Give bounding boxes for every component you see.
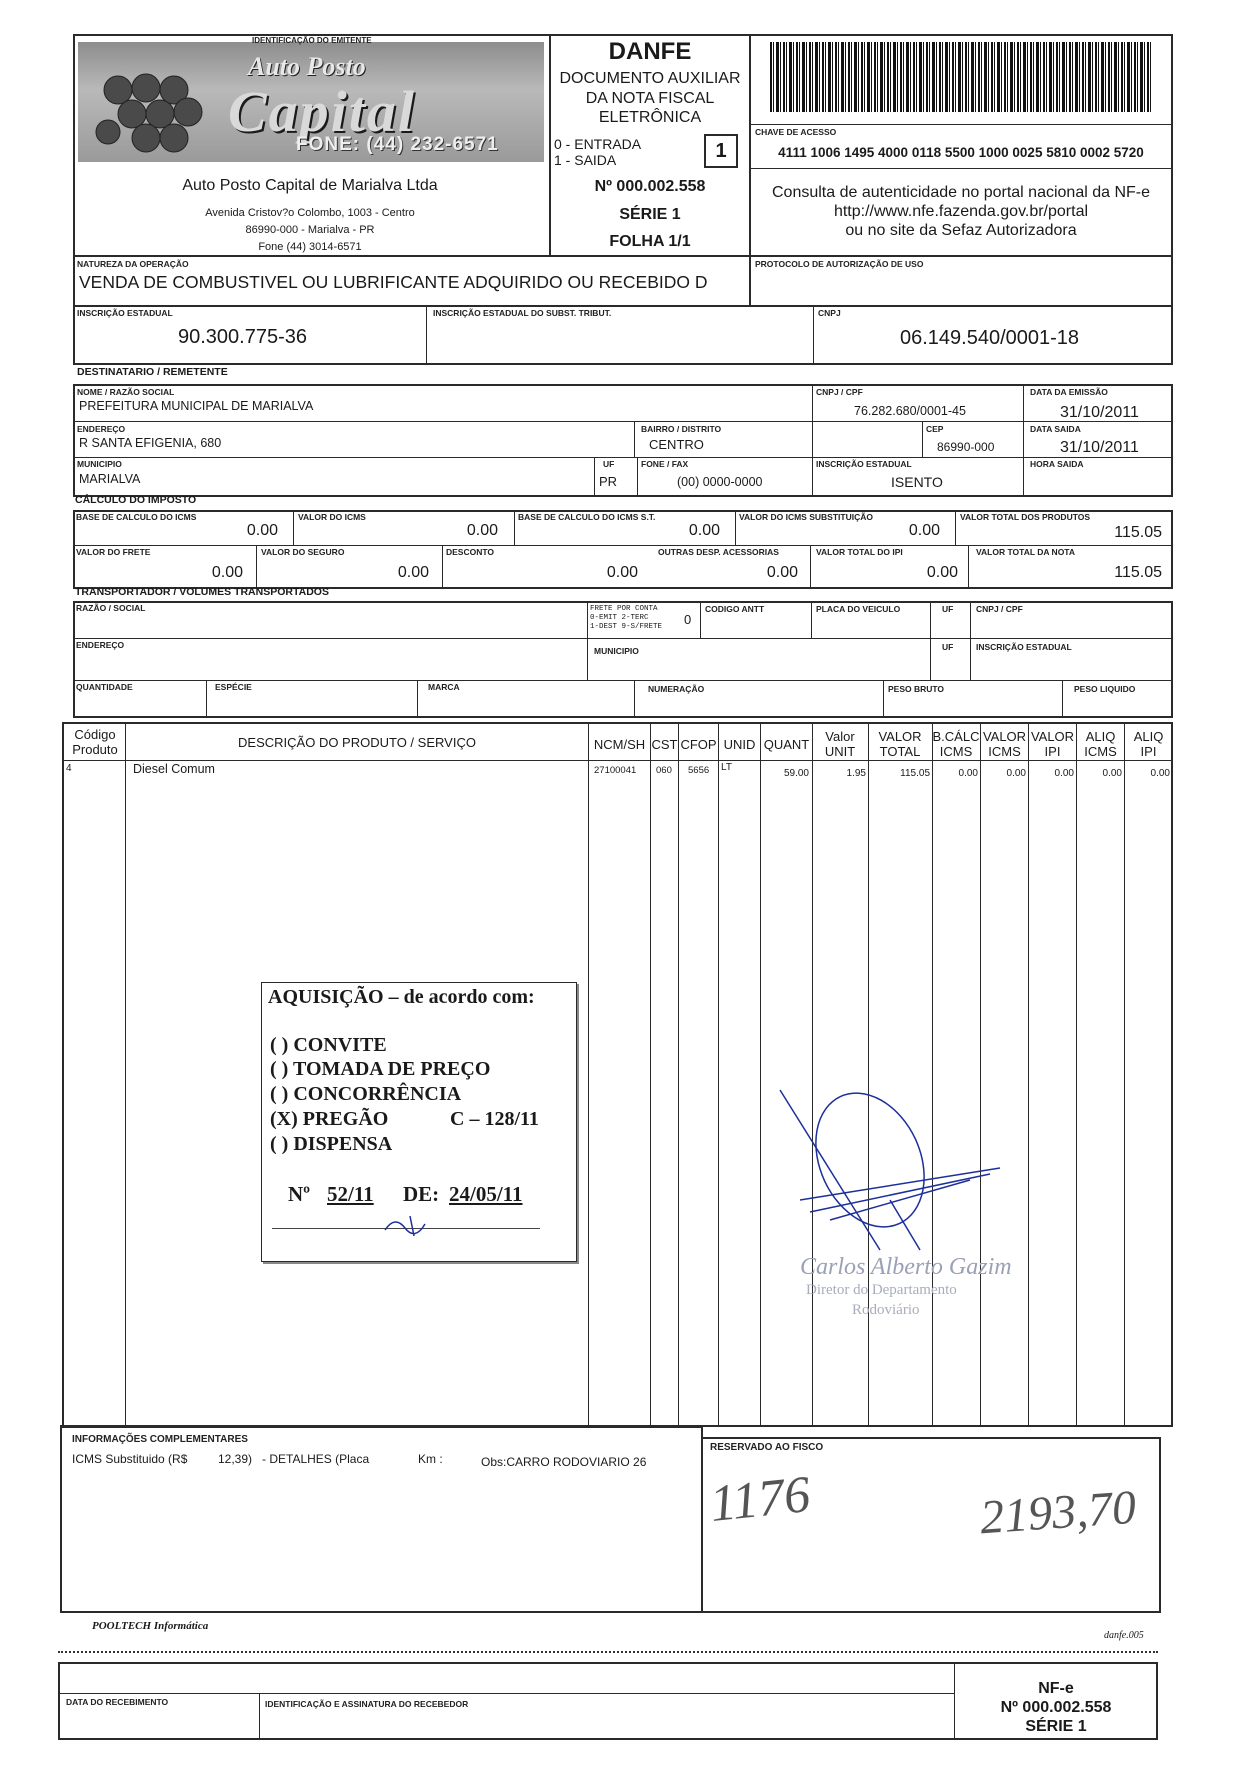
dest-emissao-label: DATA DA EMISSÃO <box>1030 387 1108 397</box>
stamp-opt1: ( ) CONVITE <box>270 1034 387 1056</box>
stamp-num-value: 52/11 <box>327 1182 374 1206</box>
chave-value: 4111 1006 1495 4000 0118 5500 1000 0025 5810 0002 5720 <box>778 145 1144 160</box>
ipi-label: VALOR TOTAL DO IPI <box>816 547 903 557</box>
outras-label: OUTRAS DESP. ACESSORIAS <box>658 547 779 557</box>
dest-municipio: MARIALVA <box>79 472 141 486</box>
th-bcalc: B.CÁLC ICMS <box>932 729 980 759</box>
barcode <box>770 42 1152 112</box>
danfe-serie: SÉRIE 1 <box>619 206 681 223</box>
emitente-section-label: IDENTIFICAÇÃO DO EMITENTE <box>252 36 372 45</box>
logo-line1: Auto Posto <box>248 52 366 81</box>
transp-numeracao-label: NUMERAÇÃO <box>648 684 705 694</box>
desconto-value: 0.00 <box>606 564 638 581</box>
bc-icms-st: 0.00 <box>688 522 720 539</box>
danfe-subtitle3: ELETRÔNICA <box>598 109 702 126</box>
th-vunit: Valor UNIT <box>824 729 856 759</box>
cell-vipi: 0.00 <box>1054 768 1074 779</box>
valor-icms: 0.00 <box>466 522 498 539</box>
th-descricao: DESCRIÇÃO DO PRODUTO / SERVIÇO <box>238 735 476 750</box>
recibo-data-label: DATA DO RECEBIMENTO <box>66 1697 169 1707</box>
danfe-subtitle2: DA NOTA FISCAL <box>585 90 715 107</box>
dest-ie-label: INSCRIÇÃO ESTADUAL <box>816 459 912 469</box>
dest-cep: 86990-000 <box>937 440 995 454</box>
stamp-date-label: DE: <box>403 1182 440 1206</box>
compl-text2: 12,39) <box>218 1452 253 1466</box>
outras-value: 0.00 <box>766 564 798 581</box>
dest-nome: PREFEITURA MUNICIPAL DE MARIALVA <box>79 399 314 413</box>
iest-label: INSCRIÇÃO ESTADUAL DO SUBST. TRIBUT. <box>433 308 612 318</box>
stamp-title: AQUISIÇÃO – de acordo com: <box>268 986 535 1008</box>
produtos-table <box>62 722 1173 1427</box>
grapes-icon <box>88 50 238 160</box>
total-nota: 115.05 <box>1114 564 1162 581</box>
cell-cst: 060 <box>656 765 672 776</box>
transp-ie-label: INSCRIÇÃO ESTADUAL <box>976 642 1072 652</box>
valor-icms-st: 0.00 <box>908 522 940 539</box>
natureza-label: NATUREZA DA OPERAÇÃO <box>77 259 189 269</box>
dest-cep-label: CEP <box>926 424 944 434</box>
fisco-label: RESERVADO AO FISCO <box>710 1442 824 1453</box>
emitente-name: Auto Posto Capital de Marialva Ltda <box>182 177 438 194</box>
emitente-logo <box>78 42 544 162</box>
logo-line2: Capital <box>228 79 417 144</box>
transp-frete-opts3: 1-DEST 9-S/FRETE <box>590 623 663 631</box>
fisco-hand2: 2193,70 <box>978 1480 1138 1545</box>
transportador-section: TRANSPORTADOR / VOLUMES TRANSPORTADOS <box>75 586 329 598</box>
total-produtos-label: VALOR TOTAL DOS PRODUTOS <box>960 512 1091 522</box>
dest-ie: ISENTO <box>891 474 943 490</box>
ie-value: 90.300.775-36 <box>178 326 308 348</box>
signature-title2: Rodoviário <box>852 1302 920 1318</box>
stamp-opt2: ( ) TOMADA DE PREÇO <box>270 1058 491 1080</box>
total-nota-label: VALOR TOTAL DA NOTA <box>976 547 1076 557</box>
recibo-numero: Nº 000.002.558 <box>1000 1699 1112 1716</box>
transp-cnpj-label: CNPJ / CPF <box>976 604 1023 614</box>
th-aipi: ALIQ IPI <box>1133 729 1164 759</box>
danfe-saida: 1 - SAIDA <box>554 152 617 168</box>
complementares-label: INFORMAÇÕES COMPLEMENTARES <box>72 1434 248 1445</box>
transp-frete-value: 0 <box>684 612 692 627</box>
dest-hora-label: HORA SAIDA <box>1030 459 1084 469</box>
bc-icms-st-label: BASE DE CALCULO DO ICMS S.T. <box>518 512 656 522</box>
stamp-date-value: 24/05/11 <box>449 1182 523 1206</box>
dest-emissao: 31/10/2011 <box>1060 404 1139 421</box>
transp-marca-label: MARCA <box>428 682 460 692</box>
transp-endereco-label: ENDEREÇO <box>76 640 125 650</box>
danfe-tipo-box <box>704 134 738 168</box>
cnpj-value: 06.149.540/0001-18 <box>900 327 1080 349</box>
dest-saida-label: DATA SAIDA <box>1030 424 1081 434</box>
dest-bairro-label: BAIRRO / DISTRITO <box>641 424 722 434</box>
danfe-version: danfe.005 <box>1104 1630 1144 1641</box>
dest-nome-label: NOME / RAZÃO SOCIAL <box>77 387 175 397</box>
compl-text5: Obs:CARRO RODOVIARIO 26 <box>481 1455 647 1469</box>
recibo-ident-label: IDENTIFICAÇÃO E ASSINATURA DO RECEBEDOR <box>265 1699 469 1709</box>
chave-consulta3: ou no site da Sefaz Autorizadora <box>845 222 1077 239</box>
signature-title1: Diretor do Departamento <box>806 1282 957 1298</box>
signature-name: Carlos Alberto Gazim <box>800 1254 1012 1280</box>
transp-frete-opts2: 0-EMIT 2-TERC <box>590 614 649 622</box>
chave-consulta1: Consulta de autenticidade no portal nacional da NF-e <box>771 184 1151 201</box>
compl-text3: - DETALHES (Placa <box>262 1452 370 1466</box>
transp-placa-label: PLACA DO VEICULO <box>816 604 901 614</box>
danfe-entrada: 0 - ENTRADA <box>554 136 642 152</box>
th-aicms: ALIQ ICMS <box>1084 729 1117 759</box>
frete-value: 0.00 <box>211 564 243 581</box>
compl-text1: ICMS Substituido (R$ <box>72 1452 188 1466</box>
cell-vicms: 0.00 <box>1006 768 1026 779</box>
th-vtotal: VALOR TOTAL <box>878 729 922 759</box>
emitente-address2: 86990-000 - Marialva - PR <box>245 224 375 236</box>
seguro-value: 0.00 <box>397 564 429 581</box>
dest-cnpj: 76.282.680/0001-45 <box>854 404 966 418</box>
bc-icms-label: BASE DE CALCULO DO ICMS <box>76 512 197 522</box>
th-cfop: CFOP <box>680 737 717 752</box>
danfe-subtitle1: DOCUMENTO AUXILIAR <box>559 70 741 87</box>
logo-phone: FONE: (44) 232-6571 <box>296 134 499 155</box>
cut-line <box>58 1651 1158 1653</box>
transp-antt-label: CODIGO ANTT <box>705 604 765 614</box>
cell-vtotal: 115.05 <box>900 768 930 779</box>
dest-saida: 31/10/2011 <box>1060 439 1139 456</box>
valor-icms-st-label: VALOR DO ICMS SUBSTITUIÇÃO <box>739 512 873 522</box>
transp-peso-liquido-label: PESO LIQUIDO <box>1074 684 1136 694</box>
transp-uf2-label: UF <box>942 642 954 652</box>
dest-uf-label: UF <box>603 459 615 469</box>
emitente-phone: Fone (44) 3014-6571 <box>258 241 362 253</box>
dest-fone-label: FONE / FAX <box>641 459 689 469</box>
cell-descricao: Diesel Comum <box>133 762 215 776</box>
bc-icms: 0.00 <box>246 522 278 539</box>
th-ncm: NCM/SH <box>593 737 646 752</box>
cnpj-label: CNPJ <box>818 308 841 318</box>
recibo-serie: SÉRIE 1 <box>1025 1718 1087 1735</box>
valor-icms-label: VALOR DO ICMS <box>298 512 366 522</box>
transp-frete-opts1: FRETE POR CONTA <box>590 605 658 613</box>
th-cst: CST <box>651 737 678 752</box>
desconto-label: DESCONTO <box>446 547 495 557</box>
stamp-initial-scribble <box>380 1210 440 1240</box>
cell-aicms: 0.00 <box>1102 768 1122 779</box>
cell-quant: 59.00 <box>783 768 809 779</box>
danfe-title: DANFE <box>608 38 692 65</box>
recibo-nfe: NF-e <box>1038 1680 1074 1697</box>
protocolo-label: PROTOCOLO DE AUTORIZAÇÃO DE USO <box>755 259 924 269</box>
ipi-value: 0.00 <box>926 564 958 581</box>
dest-endereco-label: ENDEREÇO <box>77 424 126 434</box>
stamp-num-label: Nº <box>288 1182 311 1206</box>
cell-vunit: 1.95 <box>846 768 866 779</box>
chave-consulta2[interactable]: http://www.nfe.fazenda.gov.br/portal <box>833 203 1089 220</box>
danfe-numero: Nº 000.002.558 <box>594 178 706 195</box>
transp-razao-label: RAZÃO / SOCIAL <box>76 603 146 613</box>
dest-cnpj-label: CNPJ / CPF <box>816 387 863 397</box>
cell-cfop: 5656 <box>688 765 710 776</box>
pooltech-credit: POOLTECH Informática <box>92 1620 209 1632</box>
transp-especie-label: ESPÉCIE <box>215 682 252 692</box>
transp-quantidade-label: QUANTIDADE <box>76 682 133 692</box>
imposto-section: CÁLCULO DO IMPOSTO <box>75 494 197 506</box>
compl-text4: Km : <box>418 1452 443 1466</box>
signature-scribble <box>770 1080 1010 1280</box>
cell-codigo: 4 <box>66 763 72 774</box>
dest-endereco: R SANTA EFIGENIA, 680 <box>79 436 222 450</box>
cell-ncm: 27100041 <box>594 765 637 776</box>
danfe-tipo: 1 <box>715 140 727 162</box>
frete-label: VALOR DO FRETE <box>76 547 151 557</box>
stamp-opt5: ( ) DISPENSA <box>270 1133 393 1155</box>
emitente-address1: Avenida Cristov?o Colombo, 1003 - Centro <box>205 207 415 219</box>
natureza-value: VENDA DE COMBUSTIVEL OU LUBRIFICANTE ADQUIRIDO OU RECEBIDO D <box>79 272 708 292</box>
ie-label: INSCRIÇÃO ESTADUAL <box>77 308 173 318</box>
seguro-label: VALOR DO SEGURO <box>261 547 345 557</box>
th-vicms: VALOR ICMS <box>982 729 1027 759</box>
fisco-hand1: 1176 <box>707 1465 813 1534</box>
th-vipi: VALOR IPI <box>1030 729 1075 759</box>
total-produtos: 115.05 <box>1114 524 1162 541</box>
stamp-opt3: ( ) CONCORRÊNCIA <box>270 1083 462 1105</box>
danfe-folha: FOLHA 1/1 <box>609 233 691 250</box>
dest-fone: (00) 0000-0000 <box>677 475 763 489</box>
transp-peso-bruto-label: PESO BRUTO <box>888 684 945 694</box>
cell-bcalc: 0.00 <box>958 768 978 779</box>
th-codigo: Código Produto <box>72 727 118 757</box>
th-unid: UNID <box>723 737 756 752</box>
transp-uf-label: UF <box>942 604 954 614</box>
stamp-opt4-ref: C – 128/11 <box>450 1108 539 1130</box>
chave-label: CHAVE DE ACESSO <box>755 127 837 137</box>
transp-municipio-label: MUNICIPIO <box>594 646 639 656</box>
dest-municipio-label: MUNICIPIO <box>77 459 122 469</box>
destinatario-section: DESTINATARIO / REMETENTE <box>77 366 228 378</box>
th-quant: QUANT <box>763 737 810 752</box>
dest-uf: PR <box>599 474 618 489</box>
dest-bairro: CENTRO <box>649 437 704 452</box>
stamp-opt4: (X) PREGÃO <box>270 1108 389 1130</box>
cell-unid: LT <box>721 762 732 773</box>
cell-aipi: 0.00 <box>1150 768 1170 779</box>
